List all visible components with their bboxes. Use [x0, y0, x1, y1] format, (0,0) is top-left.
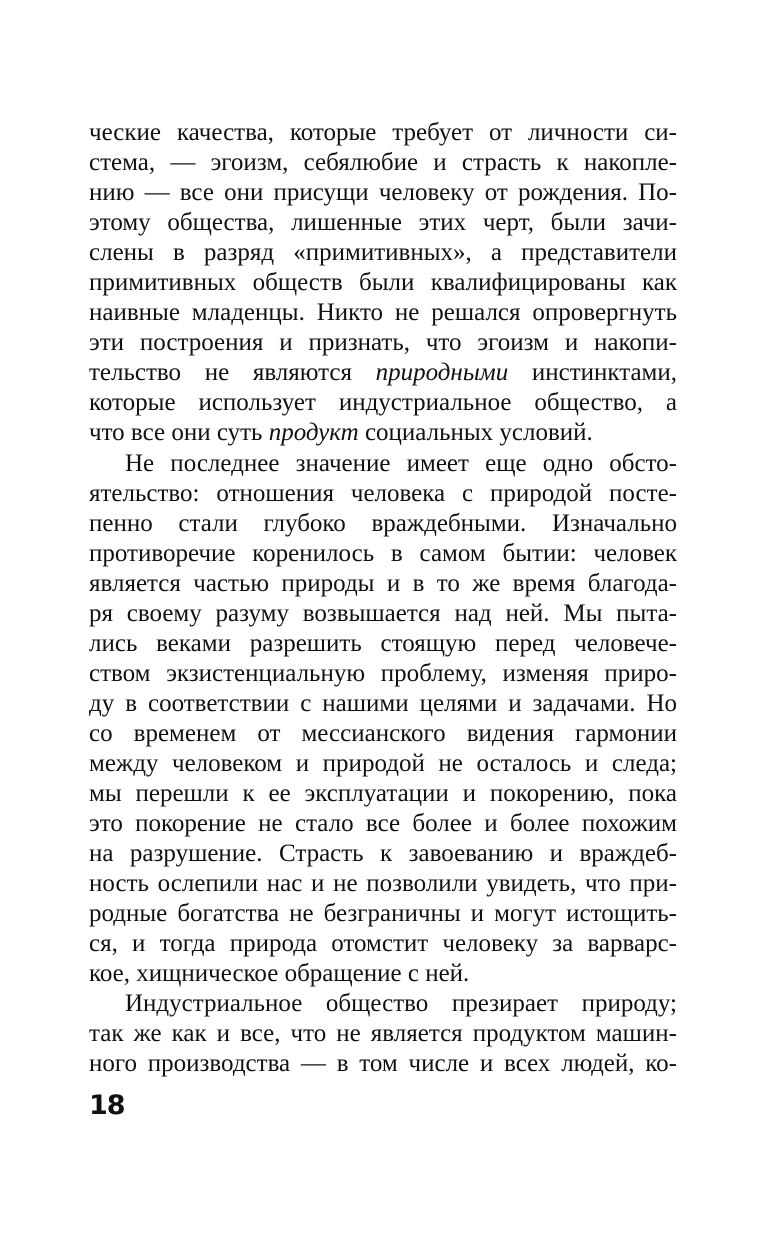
text-line: которые использует индустриальное общество, а — [89, 389, 677, 417]
text-segment: тельство не являются — [89, 359, 376, 387]
text-line: ность ослепили нас и не позволили увидеть, что при- — [89, 870, 677, 898]
text-line: этому общества, лишенные этих черт, были зачи- — [89, 209, 677, 237]
text-line: на разрушение. Страсть к завоеванию и враждеб- — [89, 840, 677, 868]
text-line: ятельство: отношения человека с природой посте- — [89, 479, 677, 507]
text-line: это покорение не стало все более и более похожим — [89, 810, 677, 838]
text-line: ческие качества, которые требует от личности си- — [89, 119, 677, 146]
text-line — [89, 418, 677, 448]
text-line: кое, хищническое обращение с ней. — [89, 960, 470, 988]
text-line: мы перешли к ее эксплуатации и покорению, пока — [89, 780, 677, 808]
text-line: Индустриальное общество презирает природу; — [125, 990, 677, 1018]
italic-emphasis: продукт — [268, 419, 359, 447]
text-line: так же как и все, что не является продуктом машин- — [89, 1020, 677, 1048]
text-line: ного производства — в том числе и всех людей, ко- — [89, 1050, 677, 1078]
text-line: примитивных обществ были квалифицированы как — [89, 269, 677, 297]
text-line: со временем от мессианского видения гармонии — [89, 719, 677, 747]
text-line: Не последнее значение имеет еще одно обсто- — [125, 449, 677, 477]
text-line: ством экзистенциальную проблему, изменяя приро- — [89, 659, 677, 687]
text-line: является частью природы и в то же время благода- — [89, 569, 677, 597]
paragraph-3 — [89, 989, 677, 1079]
text-line: пенно стали глубоко враждебными. Изначально — [89, 509, 677, 537]
text-line: между человеком и природой не осталось и следа; — [89, 749, 677, 777]
text-segment: что все они суть — [89, 419, 269, 447]
text-line: стема, — эгоизм, себялюбие и страсть к накопле- — [89, 149, 677, 177]
paragraph-2 — [89, 449, 677, 990]
text-line: родные богатства не безграничны и могут истощить- — [89, 900, 677, 928]
text-line: лись веками разрешить стоящую перед человече- — [89, 629, 677, 657]
page-number: 18 — [89, 1090, 125, 1121]
text-line — [89, 358, 677, 388]
text-line: ду в соответствии с нашими целями и задачами. Но — [89, 689, 677, 717]
body-text — [89, 118, 677, 1080]
text-line: эти построения и признать, что эгоизм и накопи- — [89, 329, 677, 357]
text-segment: социальных условий. — [358, 419, 593, 447]
text-segment: инстинктами, — [508, 359, 677, 387]
text-line: ря своему разуму возвышается над ней. Мы пыта- — [89, 599, 677, 627]
text-line: ся, и тогда природа отомстит человеку за варварс- — [89, 930, 677, 958]
text-line: противоречие коренилось в самом бытии: человек — [89, 539, 677, 567]
text-line: слены в разряд «примитивных», а представители — [89, 239, 677, 267]
text-line: нию — все они присущи человеку от рождения. По- — [89, 179, 677, 207]
paragraph-1 — [89, 118, 677, 449]
italic-emphasis: природными — [375, 359, 509, 387]
text-line: наивные младенцы. Никто не решался опровергнуть — [89, 299, 677, 327]
